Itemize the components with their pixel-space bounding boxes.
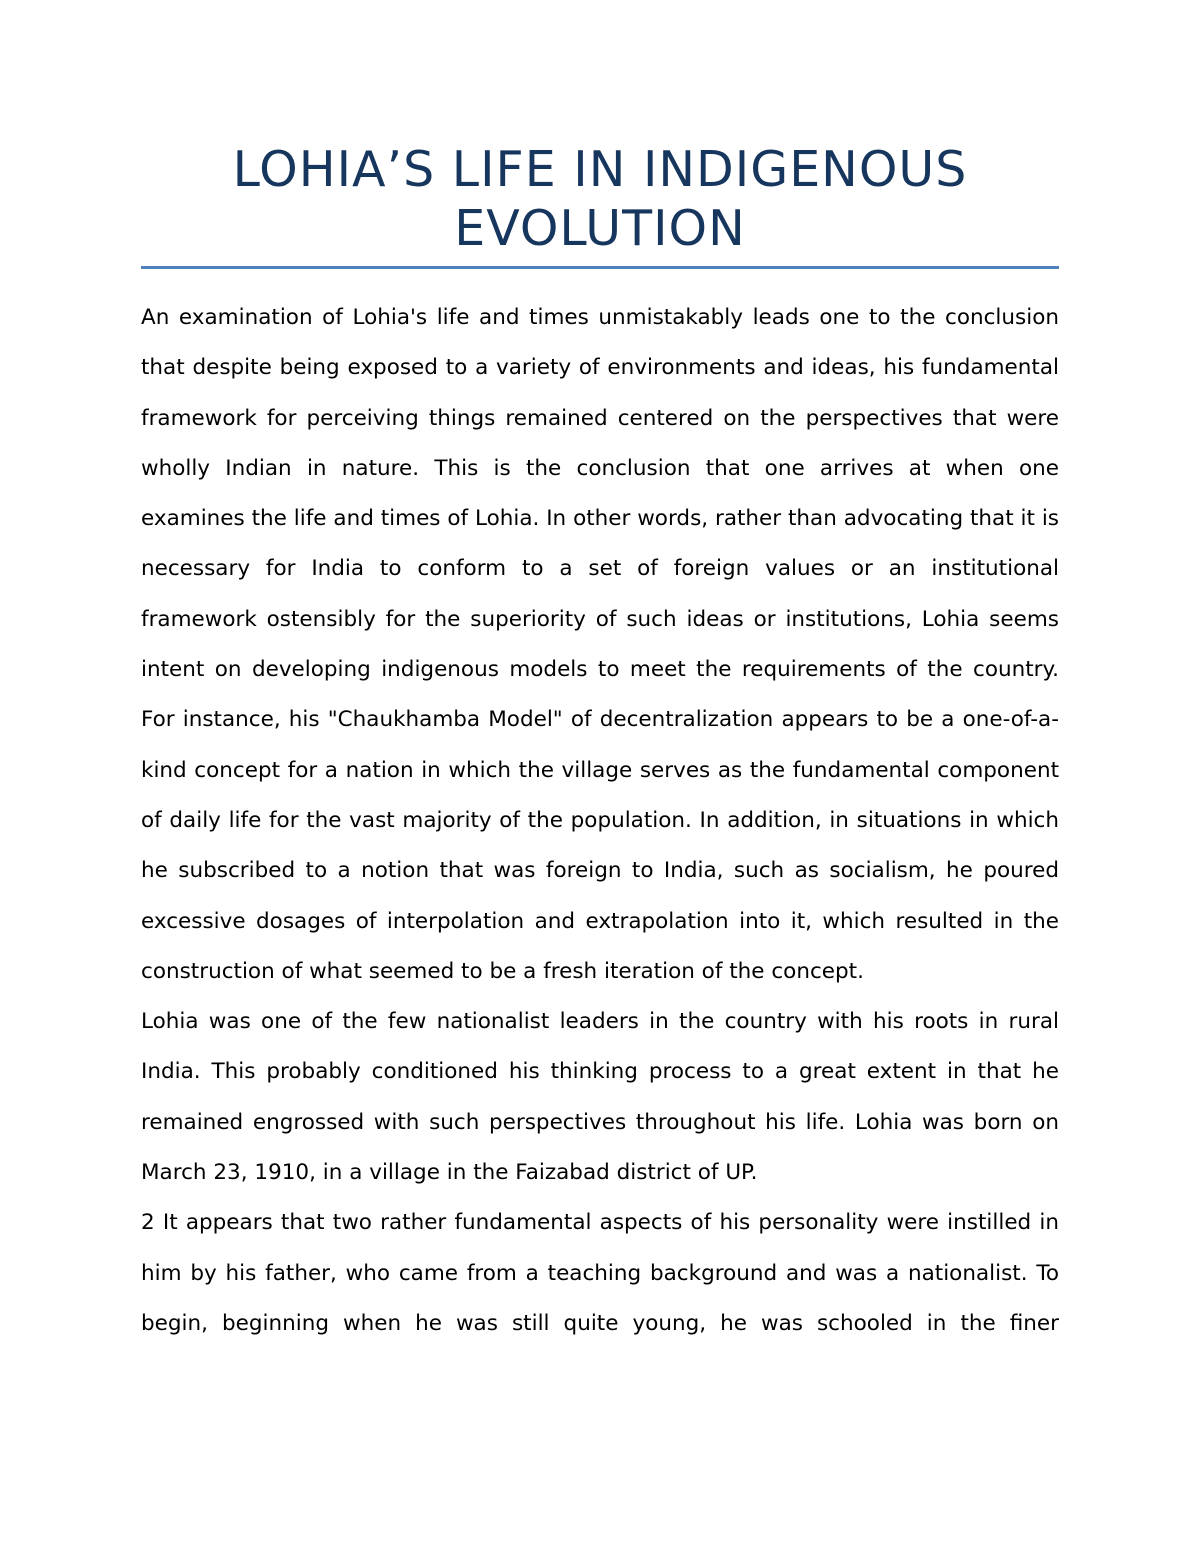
- title-underline: [141, 266, 1059, 269]
- document-title: LOHIA’S LIFE IN INDIGENOUS EVOLUTION: [232, 141, 968, 257]
- paragraph-3: 2 It appears that two rather fundamental aspects of his personality were instilled in him by his father, who came from a teaching background and was a nationalist. To begin, beginning when he was still quite young, he was schooled in the finer: [141, 1210, 1059, 1336]
- title-block: [141, 140, 1059, 258]
- paragraph-2: Lohia was one of the few nationalist leaders in the country with his roots in rural India. This probably conditioned his thinking process to a great extent in that he remained engrossed with such perspectives throughout his life. Lohia was born on March 23, 1910, in a village in the Faizabad district of UP.: [141, 1009, 1059, 1186]
- paragraph-1: An examination of Lohia's life and times unmistakably leads one to the conclusion that despite being exposed to a variety of environments and ideas, his fundamental framework for perceiving things remained centered on the perspectives that were wholly Indian in nature. This is the conclusion that one arrives at when one examines the life and times of Lohia. In other words, rather than advocating that it is necessary for India to conform to a set of foreign values or an institutional framework ostensibly for the superiority of such ideas or institutions, Lohia seems intent on developing indigenous models to meet the requirements of the country. For instance, his "Chaukhamba Model" of decentralization appears to be a one-of-a-kind concept for a nation in which the village serves as the fundamental component of daily life for the vast majority of the population. In addition, in situations in which he subscribed to a notion that was foreign to India, such as socialism, he poured excessive dosages of interpolation and extrapolation into it, which resulted in the construction of what seemed to be a fresh iteration of the concept.: [141, 305, 1059, 984]
- document-body: [141, 293, 1059, 1349]
